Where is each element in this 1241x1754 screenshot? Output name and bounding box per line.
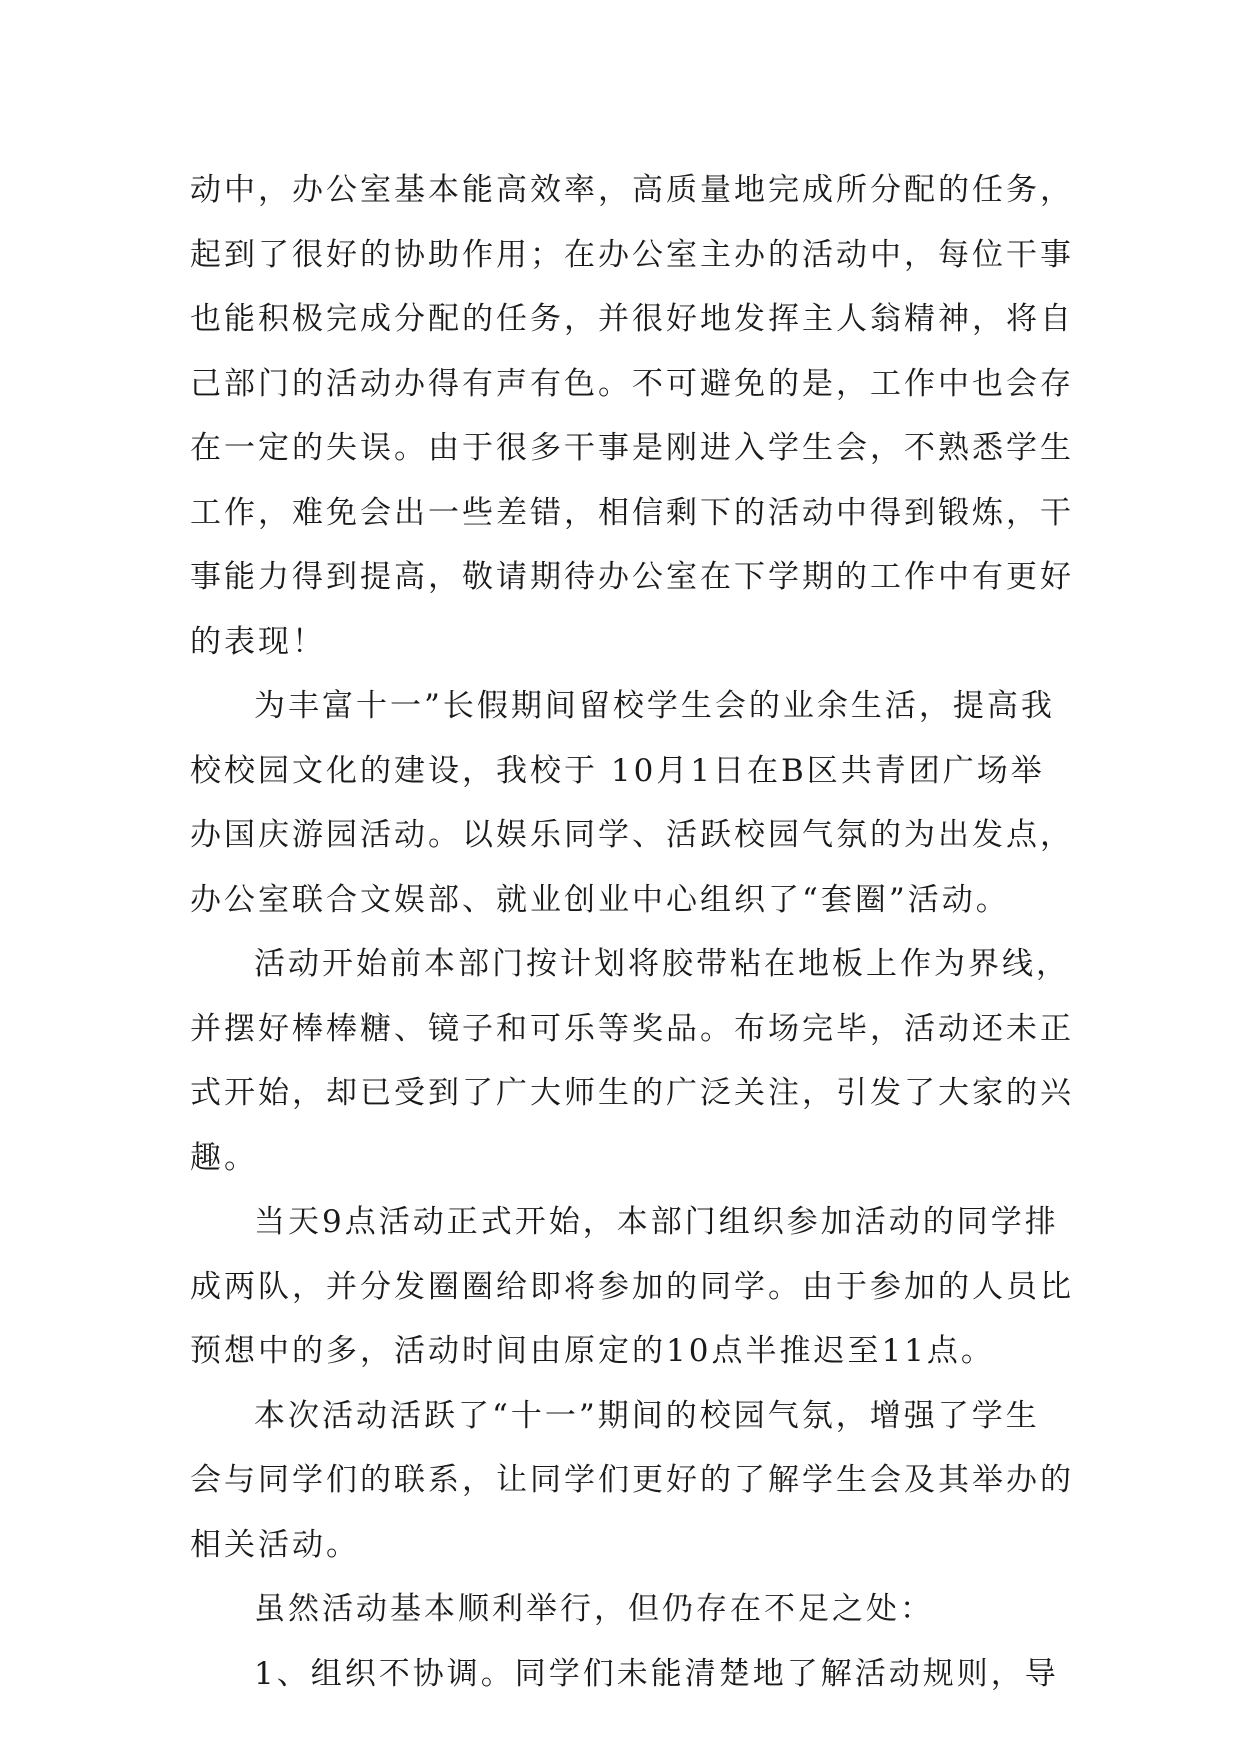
text-line: 的表现！ xyxy=(190,623,326,660)
paragraph-start-line: 为丰富十一”长假期间留校学生会的业余生活，提高我 xyxy=(254,688,1055,724)
text-line: 预想中的多，活动时间由原定的10点半推迟至11点。 xyxy=(190,1333,995,1369)
body-text xyxy=(190,158,1074,1706)
text-line: 事能力得到提高，敬请期待办公室在下学期的工作中有更好 xyxy=(190,559,1074,595)
paragraph-start-line: 活动开始前本部门按计划将胶带粘在地板上作为界线， xyxy=(254,946,1070,982)
text-line: 并摆好棒棒糖、镜子和可乐等奖品。布场完毕，活动还未正 xyxy=(190,1010,1074,1047)
paragraph-start-line: 当天9点活动正式开始，本部门组织参加活动的同学排 xyxy=(254,1204,1059,1240)
text-line: 起到了很好的协助作用；在办公室主办的活动中，每位干事 xyxy=(190,236,1074,273)
text-line: 会与同学们的联系，让同学们更好的了解学生会及其举办的 xyxy=(190,1462,1074,1498)
text-line: 相关活动。 xyxy=(190,1526,360,1563)
text-line: 在一定的失误。由于很多干事是刚进入学生会，不熟悉学生 xyxy=(190,430,1074,466)
paragraph-start-line: 本次活动活跃了“十一”期间的校园气氛，增强了学生 xyxy=(254,1397,1040,1434)
text-line: 式开始，却已受到了广大师生的广泛关注，引发了大家的兴 xyxy=(190,1075,1074,1111)
text-line: 办公室联合文娱部、就业创业中心组织了“套圈”活动。 xyxy=(190,881,1010,918)
paragraph-start-line: 虽然活动基本顺利举行，但仍存在不足之处： xyxy=(254,1591,934,1627)
text-line: 校校园文化的建设，我校于 10月1日在B区共青团广场举 xyxy=(190,752,1045,789)
text-line: 动中，办公室基本能高效率，高质量地完成所分配的任务， xyxy=(190,172,1074,208)
text-line: 己部门的活动办得有声有色。不可避免的是，工作中也会存 xyxy=(190,365,1074,402)
text-line: 趣。 xyxy=(190,1139,258,1176)
text-line: 办国庆游园活动。以娱乐同学、活跃校园气氛的为出发点， xyxy=(190,817,1074,853)
text-line: 工作，难免会出一些差错，相信剩下的活动中得到锻炼，干 xyxy=(190,494,1074,531)
text-line: 成两队，并分发圈圈给即将参加的同学。由于参加的人员比 xyxy=(190,1268,1074,1305)
text-line: 也能积极完成分配的任务，并很好地发挥主人翁精神，将自 xyxy=(190,301,1074,337)
list-item-line: 1、组织不协调。同学们未能清楚地了解活动规则，导 xyxy=(254,1655,1059,1692)
